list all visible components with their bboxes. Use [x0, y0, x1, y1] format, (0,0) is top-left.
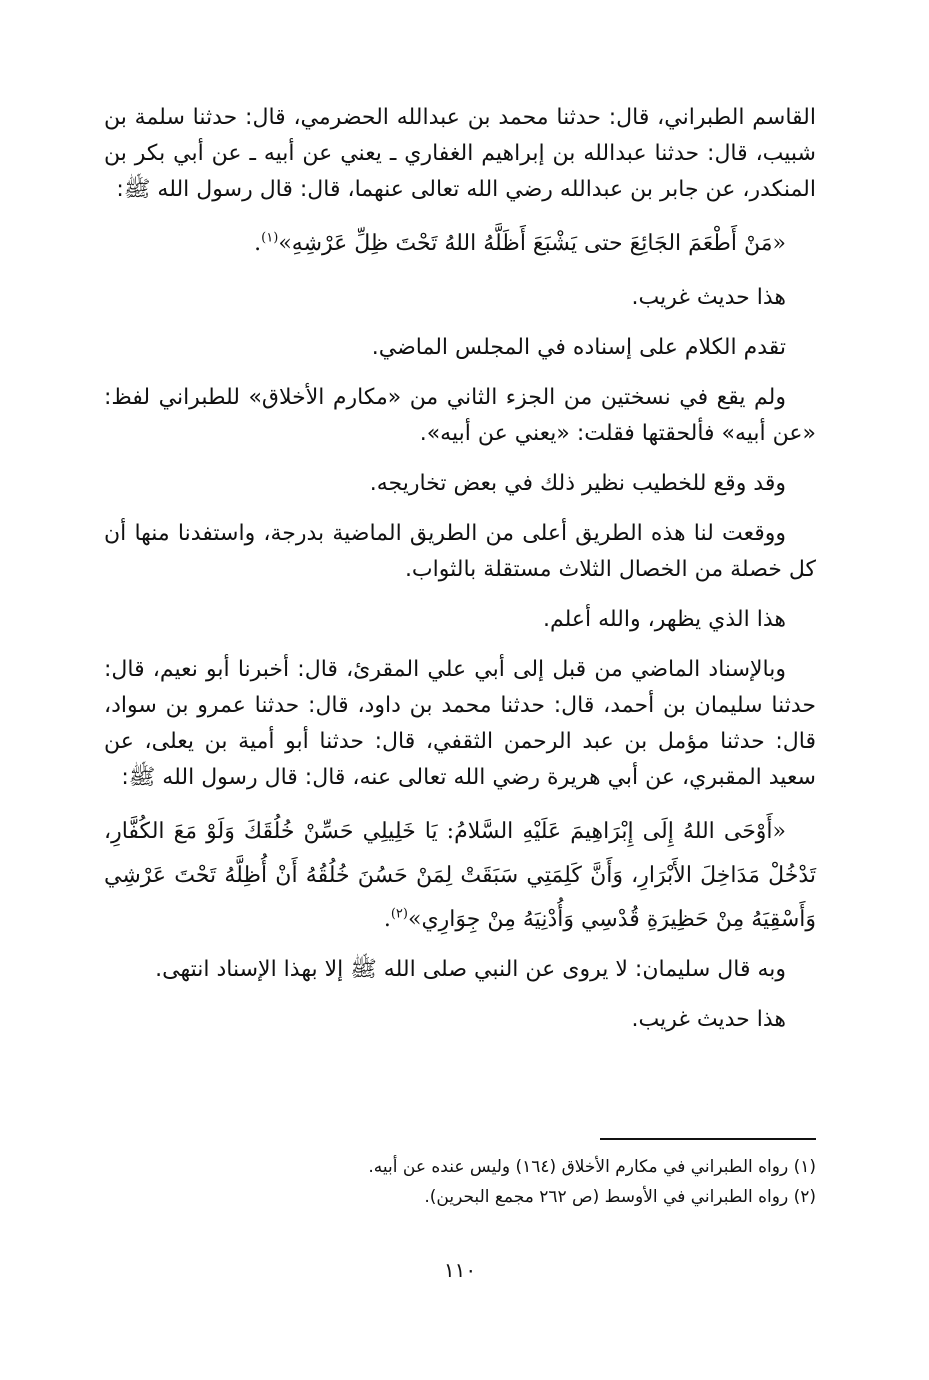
footnotes-section	[104, 1152, 816, 1212]
book-page	[104, 100, 816, 1350]
hadith-text-2-body: «أَوْحَى اللهُ إِلَى إِبْرَاهِيمَ عَلَيْهِ السَّلامُ: يَا خَلِيلِي حَسِّنْ خُلُقَكَ وَلَوْ مَعَ الكُفَّارِ، تَدْخُلْ مَدَاخِلَ الأَبْرَارِ، وَأَنَّ كَلِمَتِي سَبَقَتْ لِمَنْ حَسُنَ خُلُقُهُ أَنْ أُظِلَّهُ تَحْتَ عَرْشِي وَأَسْقِيَهُ مِنْ حَظِيرَةِ قُدْسِي وَأُدْنِيَهُ مِنْ جِوَارِي»	[104, 819, 816, 932]
paragraph-grading-2: هذا حديث غريب.	[631, 1007, 786, 1032]
paragraph-manuscript-note: ولم يقع في نسختين من الجزء الثاني من «مكارم الأخلاق» للطبراني لفظ: «عن أبيه» فألحقتها فقلت: «يعني عن أبيه».	[104, 385, 816, 446]
paragraph-sulayman-note: وبه قال سليمان: لا يروى عن النبي صلى الله ﷺ إلا بهذا الإسناد انتهى.	[155, 957, 786, 982]
hadith-text-1-body: «مَنْ أَطْعَمَ الجَائِعَ حتى يَشْبَعَ أَظَلَّهُ اللهُ تَحْتَ ظِلِّ عَرْشِهِ»	[278, 231, 786, 256]
footnote-1: (١) رواه الطبراني في مكارم الأخلاق (١٦٤) وليس عنده عن أبيه.	[368, 1157, 816, 1177]
hadith-text-2-period: .	[383, 907, 391, 932]
footnote-marker-2: (٢)	[390, 906, 408, 922]
page-number: ١١٠	[443, 1258, 477, 1282]
hadith-text-1-period: .	[254, 231, 262, 256]
footnote-2: (٢) رواه الطبراني في الأوسط (ص ٢٦٢ مجمع البحرين).	[424, 1187, 816, 1207]
paragraph-isnad-2: وبالإسناد الماضي من قبل إلى أبي علي المقرئ، قال: أخبرنا أبو نعيم، قال: حدثنا سليمان بن أحمد، قال: حدثنا محمد بن داود، قال: حدثنا عمرو بن سواد، قال: حدثنا مؤمل بن عبد الرحمن الثقفي، قال: حدثنا أبو أمية بن يعلى، عن سعيد المقبري، عن أبي هريرة رضي الله تعالى عنه، قال: قال رسول الله ﷺ:	[104, 657, 816, 790]
footnote-divider	[600, 1138, 816, 1140]
paragraph-route-note: ووقعت لنا هذه الطريق أعلى من الطريق الماضية بدرجة، واستفدنا منها أن كل خصلة من الخصال الثلاث مستقلة بالثواب.	[104, 521, 816, 582]
paragraph-isnad-1: القاسم الطبراني، قال: حدثنا محمد بن عبدالله الحضرمي، قال: حدثنا سلمة بن شبيب، قال: حدثنا عبدالله بن إبراهيم الغفاري ـ يعني عن أبيه ـ عن أبي بكر بن المنكدر، عن جابر بن عبدالله رضي الله تعالى عنهما، قال: قال رسول الله ﷺ:	[104, 105, 816, 202]
paragraph-isnad-note: تقدم الكلام على إسناده في المجلس الماضي.	[371, 335, 786, 360]
paragraph-grading-1: هذا حديث غريب.	[631, 285, 786, 310]
paragraph-khatib-note: وقد وقع للخطيب نظير ذلك في بعض تخاريجه.	[369, 471, 786, 496]
hadith-text-2	[104, 810, 816, 942]
hadith-text-1	[104, 222, 816, 266]
paragraph-conclusion: هذا الذي يظهر، والله أعلم.	[542, 607, 786, 632]
footnote-marker-1: (١)	[261, 230, 279, 246]
